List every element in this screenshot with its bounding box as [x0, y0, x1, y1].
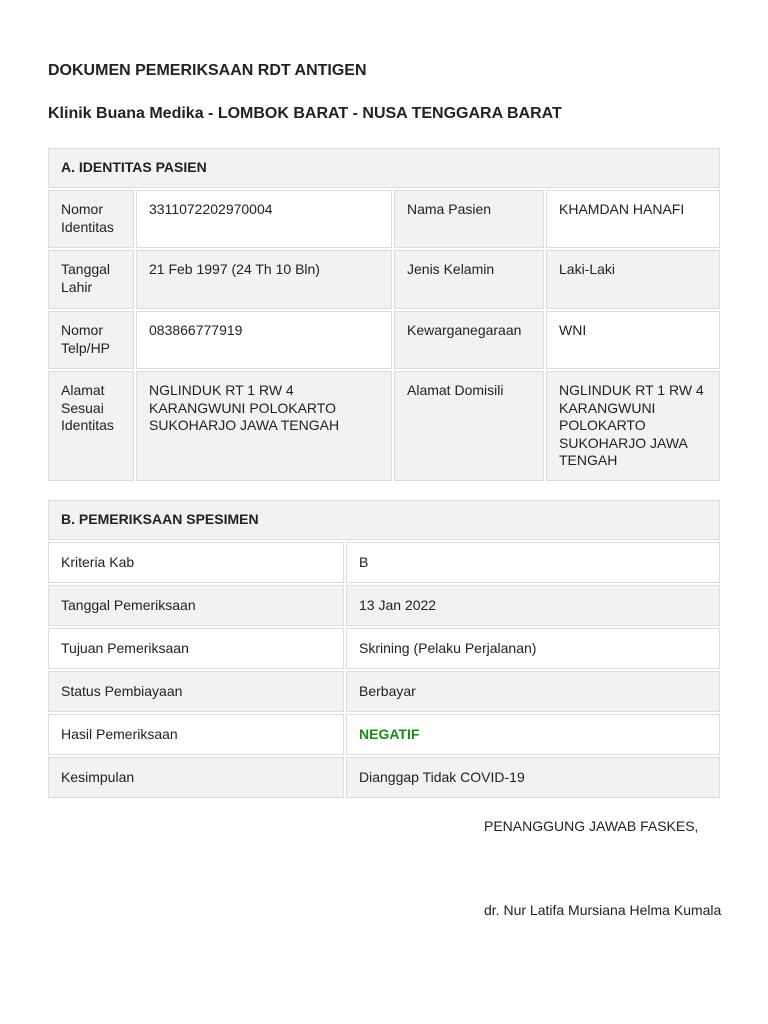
specimen-section-header: B. PEMERIKSAAN SPESIMEN	[48, 500, 720, 540]
gender-label: Jenis Kelamin	[394, 250, 544, 309]
table-row	[48, 311, 720, 369]
table-row	[48, 190, 720, 248]
table-row	[48, 757, 720, 798]
table-row	[48, 671, 720, 712]
criteria-label: Kriteria Kab	[48, 542, 344, 583]
citizenship-label: Kewarganegaraan	[394, 311, 544, 369]
table-row	[48, 250, 720, 309]
domicile-address-value: NGLINDUK RT 1 RW 4 KARANGWUNI POLOKARTO SUKOHARJO JAWA TENGAH	[546, 371, 720, 481]
birth-date-value: 21 Feb 1997 (24 Th 10 Bln)	[136, 250, 392, 309]
domicile-address-label: Alamat Domisili	[394, 371, 544, 481]
id-address-label: Alamat Sesuai Identitas	[48, 371, 134, 481]
payment-status-label: Status Pembiayaan	[48, 671, 344, 712]
identity-section-header: A. IDENTITAS PASIEN	[48, 148, 720, 188]
patient-identity-table	[46, 146, 722, 483]
table-row	[48, 585, 720, 626]
table-row	[48, 714, 720, 755]
exam-result-label: Hasil Pemeriksaan	[48, 714, 344, 755]
signatory-name: dr. Nur Latifa Mursiana Helma Kumala	[484, 902, 722, 918]
patient-name-label: Nama Pasien	[394, 190, 544, 248]
table-row	[48, 628, 720, 669]
id-number-label: Nomor Identitas	[48, 190, 134, 248]
phone-value: 083866777919	[136, 311, 392, 369]
exam-purpose-label: Tujuan Pemeriksaan	[48, 628, 344, 669]
exam-result-value: NEGATIF	[346, 714, 720, 755]
id-address-value: NGLINDUK RT 1 RW 4 KARANGWUNI POLOKARTO SUKOHARJO JAWA TENGAH	[136, 371, 392, 481]
phone-label: Nomor Telp/HP	[48, 311, 134, 369]
payment-status-value: Berbayar	[346, 671, 720, 712]
gender-value: Laki-Laki	[546, 250, 720, 309]
citizenship-value: WNI	[546, 311, 720, 369]
specimen-table	[46, 498, 722, 800]
signatory-role: PENANGGUNG JAWAB FASKES,	[484, 818, 699, 834]
id-number-value: 3311072202970004	[136, 190, 392, 248]
clinic-name: Klinik Buana Medika - LOMBOK BARAT - NUSA TENGGARA BARAT	[48, 105, 562, 122]
birth-date-label: Tanggal Lahir	[48, 250, 134, 309]
document-title: DOKUMEN PEMERIKSAAN RDT ANTIGEN	[48, 62, 367, 79]
patient-name-value: KHAMDAN HANAFI	[546, 190, 720, 248]
criteria-value: B	[346, 542, 720, 583]
exam-purpose-value: Skrining (Pelaku Perjalanan)	[346, 628, 720, 669]
conclusion-label: Kesimpulan	[48, 757, 344, 798]
table-row	[48, 542, 720, 583]
conclusion-value: Dianggap Tidak COVID-19	[346, 757, 720, 798]
exam-date-label: Tanggal Pemeriksaan	[48, 585, 344, 626]
exam-date-value: 13 Jan 2022	[346, 585, 720, 626]
table-row	[48, 371, 720, 481]
